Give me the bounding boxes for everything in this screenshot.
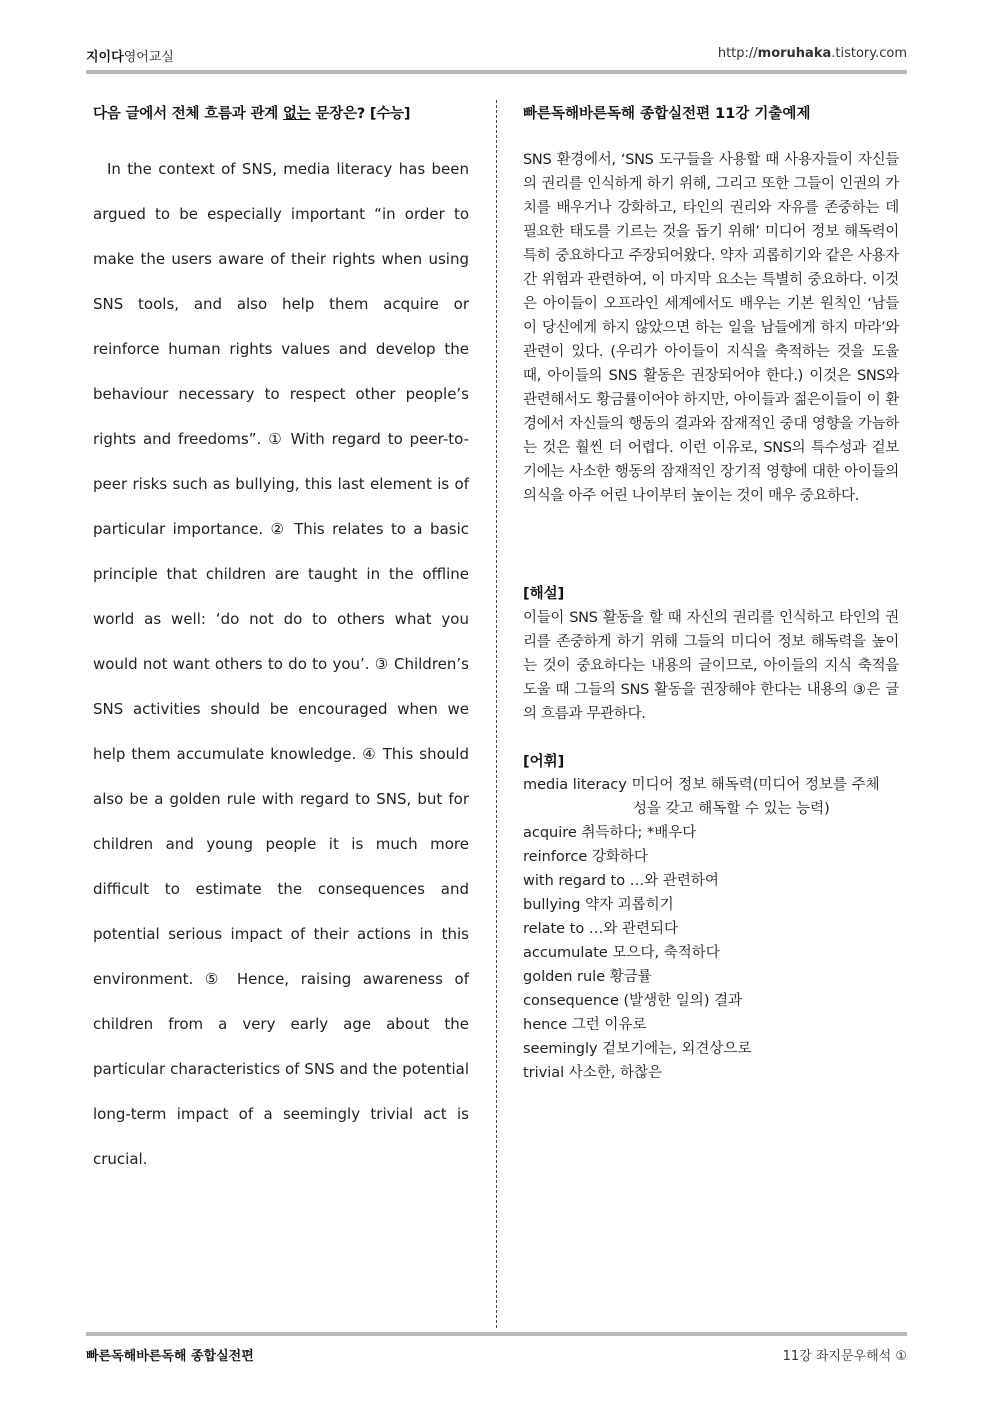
vocab-item: with regard to …와 관련하여 [523,873,719,889]
explanation-text: 이들이 SNS 활동을 할 때 자신의 권리를 인식하고 타인의 권리를 존중하게 하기 위해 그들의 미디어 정보 해독력을 높이는 것이 중요하다는 내용의 글이므로, 아이들의 지식 축적을 도울 때 그들의 SNS 활동을 권장해야 한다는 내용의 ③은 글의 흐름과 무관하다. [523,610,899,722]
vocab-item: acquire 취득하다; *배우다 [523,825,697,841]
brand-name-bold: 지이다 [86,50,124,65]
footer-book-title: 빠른독해바른독해 종합실전편 [86,1349,254,1364]
translation-text: SNS 환경에서, ‘SNS 도구들을 사용할 때 사용자들이 자신들의 권리를 인식하게 하기 위해, 그리고 또한 그들이 인권의 가치를 배우거나 강화하고, 타인의 권리와 자유를 존중하는 데 필요한 태도를 기르는 것을 돕기 위해’ 미디어 정보 해독력이 특히 중요하다고 주장되어왔다. 약자 괴롭히기와 같은 사용자 간 위험과 관련하여, 이 마지막 요소는 특별히 중요하다. 이것은 아이들이 오프라인 세계에서도 배우는 기본 원칙인 ‘남들이 당신에게 하지 않았으면 하는 일을 남들에게 하지 마라’와 관련이 있다. (우리가 아이들이 지식을 축적하는 것을 도울 때, 아이들의 SNS 활동은 권장되어야 한다.) 이것은 SNS와 관련해서도 황금률이어야 하지만, 아이들과 젊은이들이 이 환경에서 자신들의 행동의 결과와 잠재적인 중대 영향을 가늠하는 것은 훨씬 더 어렵다. 이런 이유로, SNS의 특수성과 겉보기에는 사소한 행동의 잠재적인 장기적 영향에 대한 아이들의 의식을 아주 어린 나이부터 높이는 것이 매우 중요하다. [523,152,899,504]
url-bold: moruhaka [757,46,832,61]
url-suffix: .tistory.com [831,46,907,61]
vocab-item: accumulate 모으다, 축적하다 [523,945,720,961]
vocab-item: media literacy 미디어 정보 해독력(미디어 정보를 주체 [523,777,880,793]
question-title-part2: 문장은? [수능] [310,106,411,122]
vocab-item: seemingly 겉보기에는, 외견상으로 [523,1041,752,1057]
page-header [86,46,907,68]
vocab-item: reinforce 강화하다 [523,849,648,865]
explanation-heading: [해설] [523,586,565,602]
vocabulary-list [523,773,903,1085]
vocab-item: bullying 약자 괴롭히기 [523,897,674,913]
question-title-part1: 다음 글에서 전체 흐름과 관계 [93,106,283,122]
answer-title: 빠른독해바른독해 종합실전편 11강 기출예제 [523,106,811,122]
vocab-item-continuation: 성을 갖고 해독할 수 있는 능력) [633,801,830,817]
vocab-item: trivial 사소한, 하찮은 [523,1065,663,1081]
question-title [93,102,483,123]
page-footer [86,1345,907,1364]
vocab-item: hence 그런 이유로 [523,1017,647,1033]
passage-text: In the context of SNS, media literacy has been argued to be especially important “in order to make the users aware of their rights when using SNS tools, and also help them acquire or reinforce human rights values and develop the behaviour necessary to respect other people’s rights and freedoms”. ① With regard to peer-to-peer risks such as bullying, this last element is of particular importance. ② This relates to a basic principle that children are taught in the offline world as well: ‘do not do to others what you would not want others to do to you’. ③ Children’s SNS activities should be encouraged when we help them accumulate knowledge. ④ This should also be a golden rule with regard to SNS, but for children and young people it is much more difficult to estimate the consequences and potential serious impact of their actions in this environment. ⑤ Hence, raising awareness of children from a very early age about the particular characteristics of SNS and the potential long-term impact of a seemingly trivial act is crucial. [93,160,469,1168]
footer-rule [86,1332,907,1336]
header-rule [86,70,907,74]
url-prefix: http:// [717,46,758,61]
column-divider [496,100,497,1328]
vocab-item: relate to …와 관련되다 [523,921,679,937]
vocabulary-heading: [어휘] [523,754,565,770]
footer-page-label: 11강 좌지문우해석 ① [782,1349,907,1364]
vocab-item: golden rule 황금률 [523,969,652,985]
vocab-item: consequence (발생한 일의) 결과 [523,993,743,1009]
question-title-underlined: 없는 [282,106,311,122]
brand-name-rest: 영어교실 [123,50,174,65]
blog-url-link[interactable] [718,46,907,61]
